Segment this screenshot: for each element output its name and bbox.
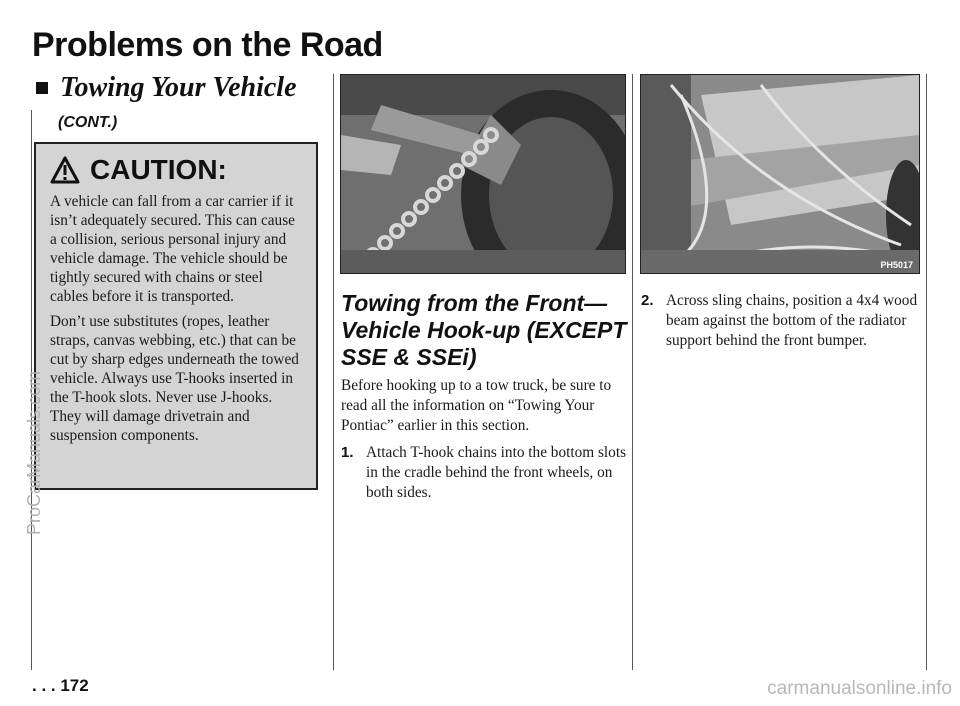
section-title: Towing Your Vehicle <box>60 72 297 103</box>
column-rule-mid <box>333 74 334 670</box>
towing-front-heading: Towing from the Front—Vehicle Hook-up (EXCEPT SSE & SSEi) <box>341 290 627 370</box>
page-number: . . . 172 <box>32 676 89 695</box>
photo-wheel-chain <box>340 74 626 274</box>
caution-title: CAUTION: <box>90 154 227 185</box>
watermark-side: ProCarManuals.com <box>24 370 44 535</box>
caution-paragraph: Don’t use substitutes (ropes, leather straps, canvas webbing, etc.) that can be cut by sharp edges underneath the towed vehicle. Always use T-hooks inserted in the T-hook slots. Never use J-hooks. They will damage drivetrain and suspension components. <box>50 313 299 444</box>
warning-triangle-icon <box>50 156 80 184</box>
column-rule-far <box>926 74 927 670</box>
page-title: Problems on the Road <box>32 26 383 64</box>
watermark-bottom: carmanualsonline.info <box>767 678 952 699</box>
photo-code-label: PH5017 <box>880 260 913 270</box>
caution-paragraph: A vehicle can fall from a car carrier if it isn’t adequately secured. This can cause a collision, serious personal injury and vehicle damage. The vehicle should be tightly secured with chains or steel cables before it is transported. <box>50 193 295 305</box>
towing-front-intro: Before hooking up to a tow truck, be sure to read all the information on “Towing Your Pontiac” earlier in this section. <box>341 377 612 434</box>
step-number: 2. <box>641 292 654 309</box>
caution-box <box>34 142 318 490</box>
column-rule-right <box>632 74 633 670</box>
step-text: Across sling chains, position a 4x4 wood beam against the bottom of the radiator support behind the front bumper. <box>666 292 918 349</box>
section-cont-label: (CONT.) <box>58 114 118 131</box>
bullet-square-icon <box>36 82 48 94</box>
photo-sling-chains <box>640 74 920 274</box>
caution-header <box>50 154 304 186</box>
section-heading <box>36 72 297 104</box>
step-text: Attach T-hook chains into the bottom slots in the cradle behind the front wheels, on both sides. <box>366 444 627 501</box>
step-number: 1. <box>341 444 354 461</box>
